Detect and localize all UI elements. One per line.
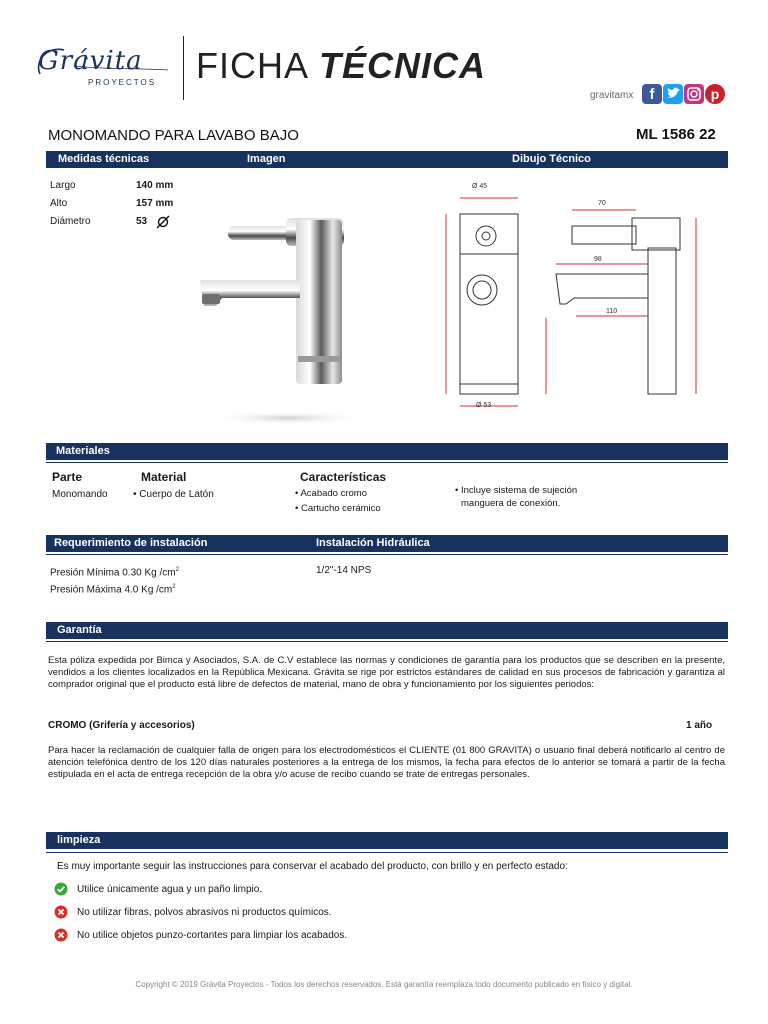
product-code: ML 1586 22 [636, 126, 716, 143]
warranty-bar-label: Garantía [57, 624, 102, 636]
materials-material-text: Cuerpo de Latón [139, 489, 214, 500]
cleaning-item-text: No utilizar fibras, polvos abrasivos ni productos químicos. [77, 907, 332, 918]
measure-label: Alto [50, 198, 68, 209]
materials-note: • Incluye sistema de sujeción manguera de conexión. [455, 485, 578, 509]
materials-note-line1: Incluye sistema de sujeción [460, 485, 578, 496]
title-light: FICHA [196, 45, 309, 86]
warranty-divider [46, 641, 728, 642]
cross-icon [54, 905, 68, 919]
install-bar-requirements: Requerimiento de instalación [54, 537, 208, 549]
install-pressure-min: Presión Mínima 0.30 Kg $/cm^2$ [50, 567, 179, 579]
measure-value: 157 mm [136, 198, 174, 209]
warranty-item: CROMO (Grifería y accesorios) [48, 720, 195, 731]
facebook-icon[interactable]: f [642, 84, 662, 104]
install-pressure-max: Presión Máxima 4.0 Kg $/cm^2$ [50, 584, 176, 596]
measure-value: 140 mm [136, 180, 174, 191]
install-pressure-max-text: Presión Máxima 4.0 Kg /cm [50, 584, 173, 596]
materials-material: • Cuerpo de Latón [133, 489, 214, 500]
drawing-label: 110 [606, 308, 618, 315]
specs-col-image: Imagen [247, 153, 286, 165]
materials-header-material: Material [141, 470, 187, 484]
specs-col-drawing: Dibujo Técnico [512, 153, 591, 165]
social-handle: gravitamx [590, 90, 634, 101]
logo-name: Grávita [38, 46, 143, 76]
cleaning-bar [46, 832, 728, 849]
cleaning-bar-label: limpieza [57, 834, 101, 846]
instagram-icon[interactable] [684, 84, 704, 104]
install-hydraulic-value: 1/2"-14 NPS [316, 565, 372, 576]
brand-logo [34, 40, 174, 90]
warranty-period: 1 año [686, 720, 713, 731]
drawing-label: Ø 53 [476, 402, 492, 409]
materials-header-part: Parte [52, 470, 83, 484]
materials-divider [46, 462, 728, 463]
footer-copyright: Copyright © 2019 Grávita Proyectos - Todos los derechos reservados. Está garantía reemplaza todo documento publicado en físico y digital. [135, 980, 633, 989]
logo-subtitle: PROYECTOS [88, 78, 157, 87]
drawing-label: 98 [594, 256, 602, 263]
cleaning-item-text: Utilice únicamente agua y un paño limpio. [77, 884, 263, 895]
cleaning-divider [46, 852, 728, 853]
install-divider [46, 554, 728, 555]
page-title [196, 46, 486, 86]
install-bar-hydraulic: Instalación Hidráulica [316, 537, 430, 549]
measure-label: Diámetro [50, 216, 91, 227]
warranty-paragraph: Esta póliza expedida por Bimca y Asociados, S.A. de C.V establece las normas y condiciones de garantía para los productos que se describen en la presente, vendidos a los clientes localizados en la República Mexicana. Grávita se rige por estrictos estándares de calidad en sus procesos de fabricación y garantiza al comprador original que el producto está libre de defectos de material, mano de obra y funcionamiento por los siguientes periodos: [48, 655, 725, 690]
materials-note-line2: manguera de conexión. [461, 498, 561, 509]
measure-value: 53 [136, 216, 148, 227]
warranty-bar [46, 622, 728, 639]
twitter-icon[interactable] [663, 84, 683, 104]
cleaning-item-text: No utilice objetos punzo-cortantes para limpiar los acabados. [77, 930, 348, 941]
pinterest-icon[interactable]: p [705, 84, 725, 104]
install-pressure-min-text: Presión Mínima 0.30 Kg /cm [50, 567, 176, 579]
materials-feature: • Acabado cromo [295, 488, 367, 499]
drawing-label: 70 [598, 200, 606, 207]
title-bold: TÉCNICA [319, 45, 487, 86]
measure-label: Largo [50, 180, 76, 191]
header-divider [183, 36, 184, 100]
warranty-claim-paragraph: Para hacer la reclamación de cualquier falla de origen para los electrodomésticos el CLIENTE (01 800 GRAVITA) o usuario final deberá notificarlo al centro de atención telefónica dentro de los 120 días naturales posteriores a la entrega de los mismos, la fecha para efectos de lo anterior se tomará a partir de la fecha estipulada en el acta de entrega recepción de la obra y/o acuse de recibo cuando se trate de entregas personales. [48, 745, 725, 780]
diameter-icon [156, 215, 170, 229]
materials-feature: • Cartucho cerámico [295, 503, 381, 514]
product-image [188, 196, 378, 426]
cleaning-intro: Es muy importante seguir las instrucciones para conservar el acabado del producto, con brillo y en perfecto estado: [57, 861, 568, 872]
materials-bar-label: Materiales [56, 445, 110, 457]
materials-feature-text: Acabado cromo [300, 488, 367, 499]
cross-icon [54, 928, 68, 942]
materials-header-features: Características [300, 470, 387, 484]
materials-part: Monomando [52, 489, 108, 500]
specs-header-bar [46, 151, 728, 168]
check-icon [54, 882, 68, 896]
materials-bar [46, 443, 728, 460]
product-name: MONOMANDO PARA LAVABO BAJO [48, 127, 299, 144]
install-bar [46, 535, 728, 552]
specs-col-measures: Medidas técnicas [58, 153, 150, 165]
materials-feature-text: Cartucho cerámico [300, 503, 381, 514]
drawing-label: Ø 45 [472, 183, 488, 190]
technical-drawing [426, 178, 726, 418]
